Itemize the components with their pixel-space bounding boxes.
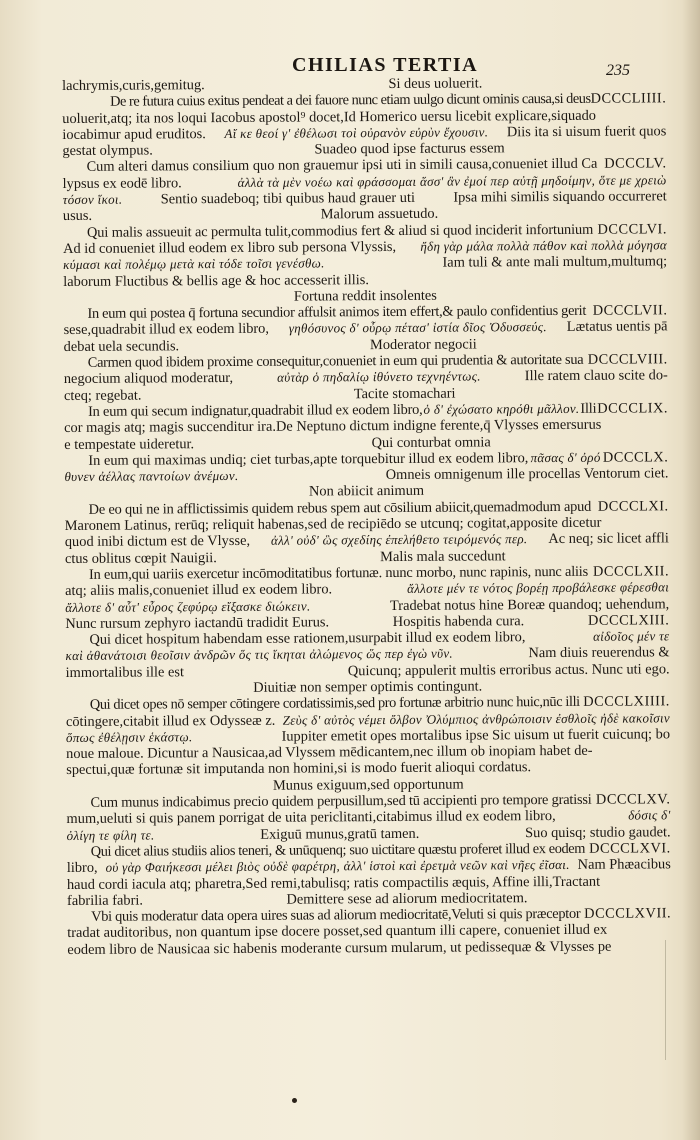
greek-quote: οὐ γὰρ Φαιήκεσσι μέλει βιὸς οὐδὲ φαρέτρη, ἀλλ' ἱστοὶ καὶ ἐρετμὰ νεῶν καὶ νῆες ἐῖσαι. (105, 857, 570, 875)
line-text: Cum alteri damus consilium quo non grauemur ipsi uti in simili causa,conueniet illud Ca (86, 156, 598, 176)
line-text: iocabimur apud eruditos. (62, 126, 206, 143)
heading-text: Diuitiæ non semper optimis contingunt. (253, 678, 483, 696)
line-text: quod inibi dictum est de Vlysse, (64, 533, 251, 551)
line-text: In eum,qui uariis exercetur incōmoditatibus fortunæ. nunc morbo, nunc rapinis, nunc aliis (88, 563, 589, 583)
greek-quote: ἀλλὰ τὰ μὲν νοέω καὶ φράσσομαι ἅσσ' ἂν ἐμοί περ αὐτῇ μηδοίμην, ὅτε με χρειὼ (237, 172, 667, 190)
greek-quote: αὐτὰρ ὁ πηδαλίῳ ἰθύνετο τεχνηέντως. (277, 368, 481, 386)
greek-quote: ὅπως ἐθέλῃσιν ἑκάστῳ. (65, 729, 193, 745)
line-text: Quicunq; appulerit multis erroribus actus. Nunc uti ego. (347, 660, 670, 679)
line-text: Sentio suadeboq; tibi quibus haud grauer uti (160, 189, 415, 208)
line-text: Ille ratem clauo scite do- (524, 367, 668, 385)
greek-quote: ὁ δ' ἐχώσατο κηρόθι μᾶλλον. (423, 400, 580, 417)
line-text: immortalibus ille est (65, 663, 184, 681)
entry-number: DCCCLVI. (597, 220, 667, 238)
entry-number: DCCCLV. (604, 155, 667, 173)
text-body (62, 74, 671, 958)
line-text: De re futura cuius exitus pendeat a dei fauore nunc etiam uulgo dicunt ominis causa,si deus (110, 91, 591, 111)
greek-quote: καὶ ἀθανάτοισι θεοῖσιν ἀνδρῶν ὅς τις ἵκηται ἀλώμενος ὥς περ ἐγὼ νῦν. (65, 646, 453, 664)
line-text: e tempestate uideretur. (64, 435, 195, 453)
text-line: Maronem Latinus, rerūq; reliquit habenas,sed de recipiēdo se utcunq; cogitat,apposite dicetur (64, 514, 602, 535)
text-line: haud cordi iacula atq; pharetra,Sed remi,tabulisq; ratis compactilis æquis, Affine illi,Tractant (66, 873, 601, 893)
greek-quote: πᾶσας δ' ὀρό (530, 449, 601, 465)
line-text: atq; aliis malis,conueniet illud ex eodem libro. (65, 581, 333, 600)
greek-quote: γηθόσυνος δ' οὖρῳ πέτασ' ἱστία δῖος Ὀδυσσεύς. (288, 319, 547, 337)
line-text: In eum qui postea q̄ fortuna secundior affulsit animos item effert,& paulo confidentius gerit (87, 302, 587, 323)
entry-number: DCCCLIIII. (590, 90, 667, 108)
line-text: usus. (62, 208, 93, 225)
text-line: spectui,quæ fortunæ sit imputanda non homini,si is modo fuerit alioqui cordatus. (66, 759, 532, 779)
line-text: Qui dicet hospitum habendam esse rationem,usurpabit illud ex eodem libro, (89, 629, 526, 648)
line-text: debat uela secundis. (63, 338, 180, 355)
line-text: Illi (580, 400, 597, 417)
greek-quote: Ζεὺς δ' αὐτὸς νέμει ὄλβον Ὀλύμπιος ἀνθρώποισιν ἐσθλοῖς ἠδὲ κακοῖσιν (282, 709, 670, 728)
line-text: Nam diuis reuerendus & (528, 644, 670, 662)
text-line: noue maloue. Dicuntur a Nausicaa,ad Vlyssem mēdicantem,nec illum ob inopiam habet de- (66, 742, 593, 763)
text-line: uoluerit,atq; ita nos loqui Iacobus apostol⁹ docet,Id Homerico uersu licebit explicare,siquado (62, 107, 597, 127)
line-text: mum,ueluti si quis panem porrigat de uita periclitanti,citabimus illud ex eodem libro, (66, 808, 556, 828)
line-text: cōtingere,citabit illud ex Odysseæ z. (65, 712, 276, 730)
entry-heading: Hospitis habenda cura. (392, 612, 525, 630)
line-text: Tradebat notus hine Boreæ quandoq; uehendum, (389, 595, 670, 614)
page-number: 235 (606, 62, 630, 79)
entry-number: DCCCLXII. (592, 563, 670, 580)
greek-quote: αἰδοῖος μέν τε (593, 628, 670, 644)
greek-quote: τόσον ἵκοι. (62, 191, 123, 208)
entry-number: DCCCLXI. (597, 498, 669, 515)
entry-number: DCCCLX. (602, 449, 669, 466)
greek-quote: ἀλλ' οὐδ' ὣς σχεδίης ἐπελήθετο τειρόμενός περ. (270, 531, 528, 549)
entry-number: DCCCLXVII. (584, 905, 672, 922)
line-text: cteq; regebat. (63, 387, 142, 404)
line-text: Lætatus uentis pā (566, 318, 668, 336)
greek-quote: κύμασι καὶ πολέμῳ μετὰ καὶ τόδε τοῖσι γενέσθω. (63, 255, 325, 273)
line-text: Omneis omnigenum ille procellas Ventorum ciet. (385, 465, 669, 484)
line-text: Ad id conueniet illud eodem ex libro sub persona Vlyssis, (62, 238, 397, 257)
greek-quote: θυνεν ἀέλλας παντοίων ἀνέμων. (64, 468, 239, 485)
line-text: libro, (66, 860, 98, 877)
entry-heading: Malis mala succedunt (380, 547, 506, 565)
line-text: Qui malis assueuit ac permulta tulit,commodius fert & aliud si quod inciderit infortunium (86, 221, 594, 241)
line-text: Diis ita si uisum fuerit quos (506, 123, 667, 141)
entry-number: DCCCLVIII. (587, 351, 668, 368)
greek-quote: ἤδη γὰρ μάλα πολλὰ πάθον καὶ πολλὰ μόγησα (420, 237, 668, 254)
ink-dot (292, 1098, 297, 1103)
entry-heading: Tacite stomachari (353, 385, 456, 402)
heading-text: Fortuna reddit insolentes (293, 287, 437, 305)
entry-heading: Malorum assuetudo. (320, 206, 439, 223)
line-text: De eo qui ne in afflictissimis quidem rebus spem aut cōsilium abiicit,quemadmodum apud (88, 498, 592, 518)
line-text: Qui dicet opes nō semper cōtingere cordatissimis,sed pro fortunæ arbitrio nunc huic,nūc illi (89, 694, 580, 714)
line-text: In eum qui secum indignatur,quadrabit illud ex eodem libro, (87, 401, 423, 420)
line-text: Nunc rursum zephyro iactandū tradidit Eurus. (65, 614, 330, 632)
entry-number: DCCCLIX. (597, 400, 669, 417)
entry-heading: Moderator negocii (369, 336, 477, 353)
text-line: eodem libro de Nausicaa sic habenis moderante cursum mularum, ut pedissequæ & Vlysses pe (67, 938, 612, 958)
text-line: cor magis atq; magis succenditur ira.De Neptuno dictum indigne ferente,q̄ Vlysses emersurus (64, 416, 602, 437)
line-text: negocium aliquod moderatur, (63, 370, 234, 388)
line-text: Qui dicet alius studiis alios teneri, & unūquenq; suo uictitare quæstu proferet illud ex eodem (90, 840, 586, 860)
page-fold-line (665, 940, 666, 1060)
line-text: Exiguū munus,gratū tamen. (260, 825, 420, 843)
line-text: ctus oblitus cœpit Nauigii. (64, 549, 217, 567)
page-edge-shadow (682, 0, 700, 1140)
greek-quote: ἄλλοτε δ' αὖτ' εὖρος ζεφύρῳ εἴξασκε διώκειν. (65, 597, 311, 615)
text-line: laborum Fluctibus & bellis age & hoc accesserit illis. (63, 271, 370, 290)
greek-quote: δόσις δ' (628, 807, 671, 823)
line-text: Iam tuli & ante mali multum,multumq; (442, 253, 668, 271)
line-text: Carmen quod ibidem proxime consequitur,conueniet in eum qui prudentia & autoritate sua (87, 351, 584, 371)
entry-heading: Suo quisq; studio gaudet. (525, 823, 671, 841)
running-title: CHILIAS TERTIA (292, 54, 479, 76)
greek-quote: Αἴ κε θεοί γ' ἐθέλωσι τοὶ οὐρανὸν εὐρὺν ἔχουσιν. (224, 124, 489, 141)
line-text: Ac neq; sic licet affli (548, 530, 669, 548)
entry-number: DCCCLXIII. (587, 612, 670, 629)
line-text: lachrymis,curis,gemitug. (62, 77, 205, 94)
greek-quote: ἄλλοτε μέν τε νότος βορέῃ προβάλεσκε φέρεσθαι (407, 579, 670, 597)
entry-number: DCCCLXIIII. (583, 693, 670, 711)
line-text: Iuppiter emetit opes mortalibus ipse Sic uisum ut fuerit cuicunq; bo (281, 726, 671, 745)
entry-heading: Qui conturbat omnia (371, 433, 491, 451)
entry-heading: Si deus uoluerit. (388, 75, 483, 93)
line-text: In eum qui maximas undiq; ciet turbas,apte torquebitur illud ex eodem libro, (88, 449, 529, 469)
line-text: Cum munus indicabimus precio quidem perpusillum,sed tū accipienti pro tempore gratissi (90, 791, 592, 811)
line-text: Nam Phæacibus (577, 856, 671, 874)
line-text: lypsus ex eodē libro. (62, 175, 182, 192)
entry-number: DCCCLXVI. (589, 840, 671, 857)
heading-text: Non abiicit animum (308, 483, 425, 500)
entry-heading: Demittere sese ad aliorum mediocritatem. (286, 890, 528, 908)
line-text: Vbi quis moderatur data opera uires suas ad aliorum mediocritatē,Veluti si quis præceptor (91, 905, 581, 925)
line-text: gestat olympus. (62, 142, 153, 160)
line-text: fabrilia fabri. (66, 892, 143, 909)
line-text: sese,quadrabit illud ex eodem libro, (63, 321, 270, 339)
entry-number: DCCCLVII. (592, 302, 668, 319)
entry-number: DCCCLXV. (595, 791, 671, 808)
heading-text: Munus exiguum,sed opportunum (272, 776, 464, 794)
text-line: tradat auditoribus, non quantum ipse docere posset,sed quantum illi capere, conueniet illud ex (67, 922, 608, 942)
greek-quote: ὀλίγη τε φίλη τε. (66, 827, 155, 843)
line-text: Ipsa mihi similis siquando occurreret (453, 188, 667, 206)
entry-heading: Suadeo quod ipse facturus essem (314, 140, 505, 158)
